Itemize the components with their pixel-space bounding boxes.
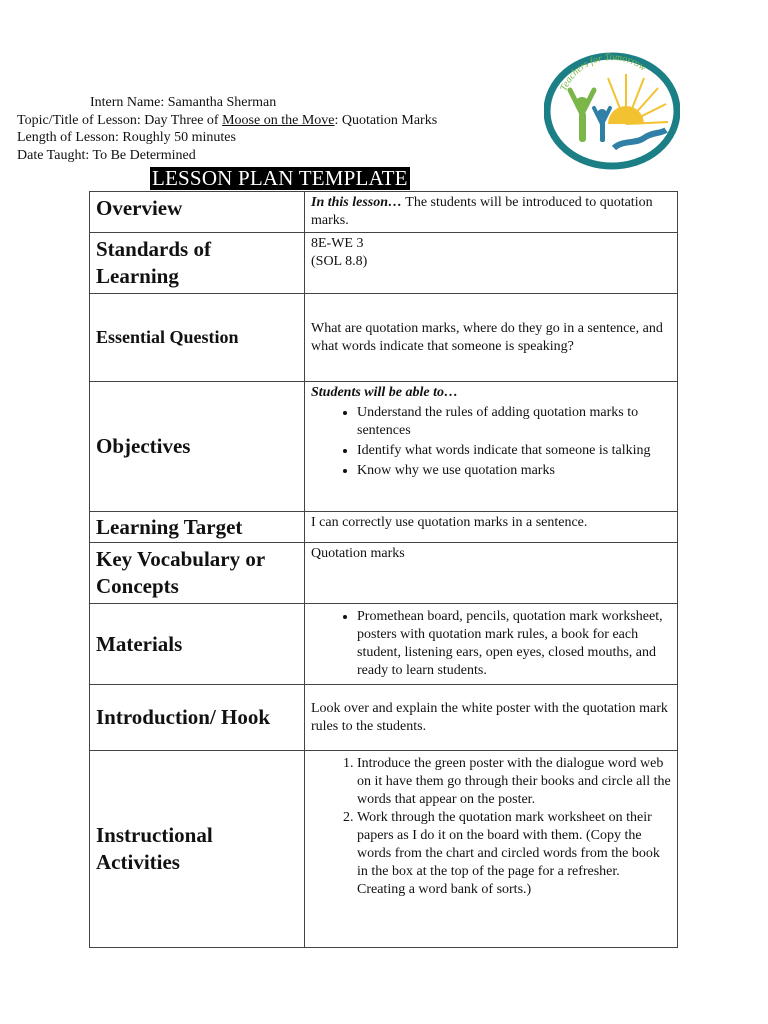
date-taught: Date Taught: To Be Determined [17,148,196,163]
row-instructional-activities [90,751,678,948]
overview-label: Overview [90,192,305,233]
instructional-activities-value [305,751,678,948]
lesson-length: Length of Lesson: Roughly 50 minutes [17,130,236,145]
row-essential-question [90,294,678,382]
key-vocabulary-value: Quotation marks [305,543,678,604]
instructional-activities-list [311,755,671,899]
learning-target-value: I can correctly use quotation marks in a sentence. [305,512,678,543]
overview-text: The students will be introduced to quotation marks. [311,195,653,228]
logo-bottom-text: VIRGINIA [594,151,632,164]
row-learning-target [90,512,678,543]
list-item: • Promethean board, pencils, quotation mark worksheet, posters with quotation mark rules, a book for each student, listening ears, open eyes, closed mouths, and ready to learn students. [357,608,671,680]
teachers-for-tomorrow-logo [544,52,680,170]
lesson-topic [17,112,437,129]
standards-code: 8E-WE 3 [311,236,364,251]
objectives-lead: Students will be able to… [311,385,459,400]
row-standards [90,233,678,294]
row-overview [90,192,678,233]
list-item: 1. Introduce the green poster with the dialogue word web on it have them go through their books and circle all the words that appear on the poster. [357,755,671,809]
materials-label: Materials [90,604,305,685]
standards-sol: (SOL 8.8) [311,254,368,269]
list-item: 2. Work through the quotation mark worksheet on their papers as I do it on the board with them. (Copy the words from the chart and circled words from the book in the box at the top of the page for a refresher. Creating a word bank of sorts.) [357,809,671,899]
materials-value [305,604,678,685]
topic-suffix: : Quotation Marks [334,113,438,128]
overview-value [305,192,678,233]
materials-list [311,608,671,680]
logo-top-text: Teachers for Tomorrow [558,52,649,93]
essential-question-value: What are quotation marks, where do they go in a sentence, and what words indicate that someone is speaking? [305,294,678,382]
topic-prefix: Topic/Title of Lesson: Day Three of [17,113,223,128]
row-key-vocabulary [90,543,678,604]
overview-lead: In this lesson… [311,195,403,210]
page-title: LESSON PLAN TEMPLATE [152,166,408,190]
intern-name: Intern Name: Samantha Sherman [90,95,277,110]
logo-ring [547,56,677,166]
lesson-plan-table [89,191,678,948]
standards-value [305,233,678,294]
book-title: Moose on the Move [222,113,335,128]
key-vocabulary-label: Key Vocabulary or Concepts [90,543,305,604]
list-item: • Know why we use quotation marks [357,462,671,480]
figure-icon [570,90,610,142]
standards-label: Standards of Learning [90,233,305,294]
learning-target-label: Learning Target [90,512,305,543]
essential-question-label: Essential Question [90,294,305,382]
objectives-value [305,382,678,512]
introduction-label: Introduction/ Hook [90,685,305,751]
introduction-value: Look over and explain the white poster with the quotation mark rules to the students. [305,685,678,751]
row-objectives [90,382,678,512]
instructional-activities-label: Instructional Activities [90,751,305,948]
row-materials [90,604,678,685]
list-item: • Understand the rules of adding quotation marks to sentences [357,404,671,440]
objectives-list [311,404,671,480]
row-introduction [90,685,678,751]
list-item: • Identify what words indicate that someone is talking [357,442,671,460]
objectives-label: Objectives [90,382,305,512]
